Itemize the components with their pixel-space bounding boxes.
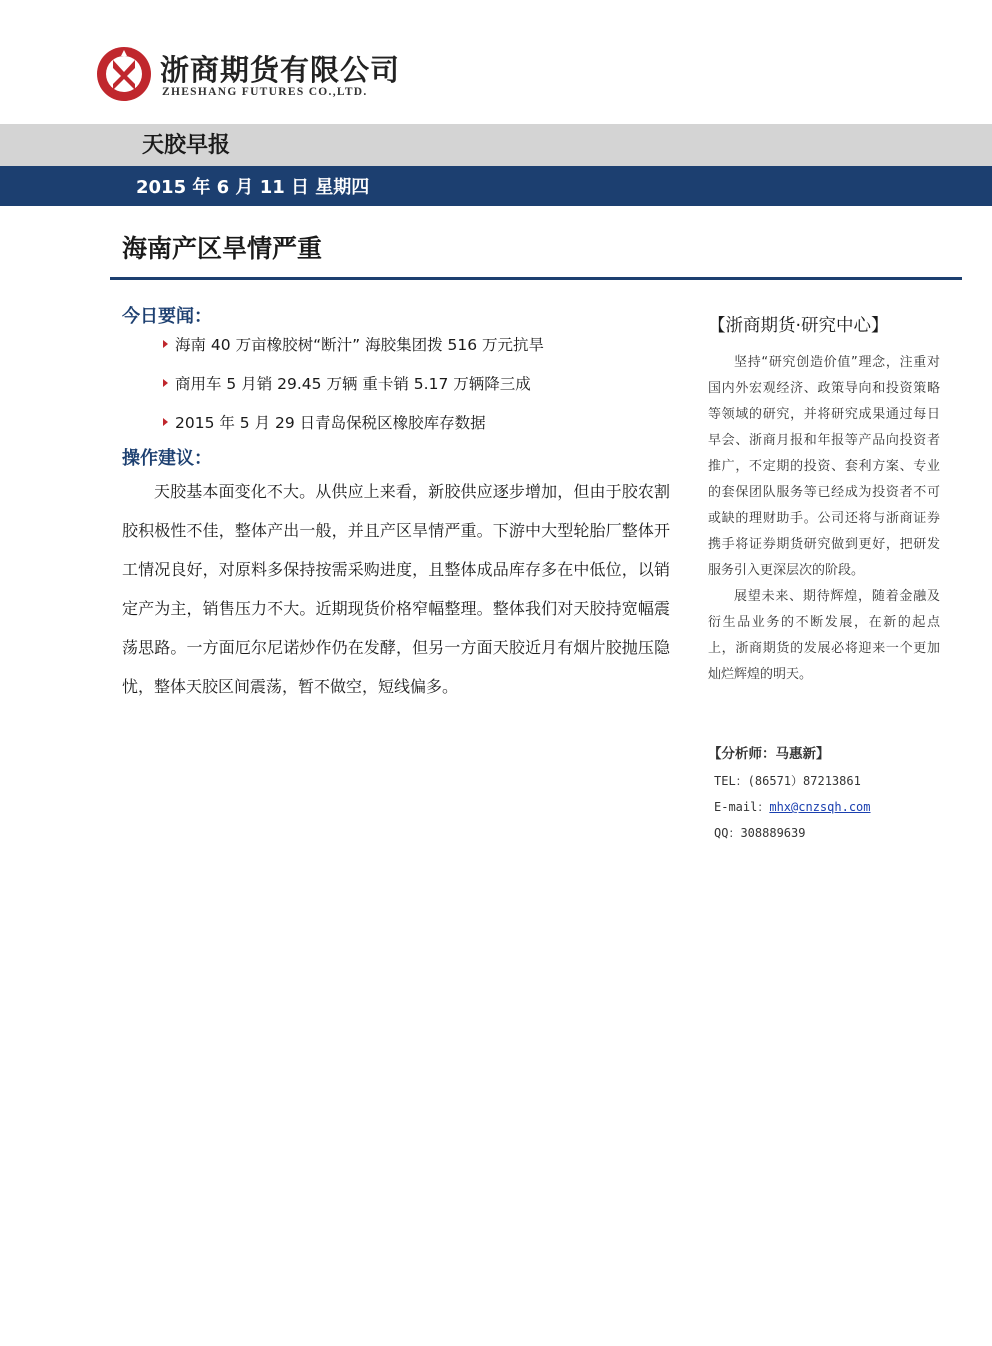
triangle-bullet-icon bbox=[163, 340, 168, 348]
today-news-heading: 今日要闻： bbox=[122, 306, 212, 327]
headline-divider bbox=[110, 277, 962, 280]
email-link[interactable]: mhx@cnzsqh.com bbox=[769, 800, 871, 814]
email-label: E-mail： bbox=[714, 800, 770, 814]
news-list bbox=[163, 334, 544, 451]
company-logo bbox=[96, 46, 401, 106]
news-item bbox=[163, 373, 544, 412]
news-item-text: 2015 年 5 月 29 日青岛保税区橡胶库存数据 bbox=[175, 414, 486, 432]
news-item-text: 商用车 5 月销 29.45 万辆 重卡销 5.17 万辆降三成 bbox=[175, 375, 531, 393]
news-item bbox=[163, 412, 544, 451]
triangle-bullet-icon bbox=[163, 379, 168, 387]
headline: 海南产区旱情严重 bbox=[122, 234, 323, 263]
analyst-contact bbox=[708, 742, 948, 846]
company-name-en: ZHESHANG FUTURES CO.,LTD. bbox=[162, 86, 368, 98]
advice-heading: 操作建议： bbox=[122, 448, 212, 469]
advice-body: 天胶基本面变化不大。从供应上来看，新胶供应逐步增加，但由于胶农割胶积极性不佳，整体产出一般，并且产区旱情严重。下游中大型轮胎厂整体开工情况良好，对原料多保持按需采购进度，且整体成品库存多在中低位，以销定产为主，销售压力不大。近期现货价格窄幅整理。整体我们对天胶持宽幅震荡思路。一方面厄尔尼诺炒作仍在发酵，但另一方面天胶近月有烟片胶抛压隐忧，整体天胶区间震荡，暂不做空，短线偏多。 bbox=[122, 482, 670, 696]
analyst-email-row bbox=[708, 794, 948, 820]
report-date: 2015 年 6 月 11 日 星期四 bbox=[136, 177, 370, 198]
zheshang-logo-icon bbox=[96, 46, 152, 102]
analyst-qq: QQ：308889639 bbox=[714, 826, 806, 840]
news-item-text: 海南 40 万亩橡胶树“断汁” 海胶集团拨 516 万元抗旱 bbox=[175, 336, 545, 354]
analyst-tel: TEL：(86571）87213861 bbox=[714, 774, 861, 788]
company-name-cn: 浙商期货有限公司 bbox=[160, 53, 401, 87]
sidebar-title: 【浙商期货·研究中心】 bbox=[708, 316, 889, 336]
sidebar-paragraph: 坚持“研究创造价值”理念，注重对国内外宏观经济、政策导向和投资策略等领域的研究，并将研究成果通过每日早会、浙商月报和年报等产品向投资者推广，不定期的投资、套利方案、专业的套保团队服务等已经成为投资者不可或缺的理财助手。公司还将与浙商证券携手将证券期货研究做到更好，把研发服务引入更深层次的阶段。 bbox=[708, 355, 940, 578]
research-center-sidebar bbox=[708, 310, 940, 688]
report-title: 天胶早报 bbox=[142, 133, 231, 158]
news-item bbox=[163, 334, 544, 373]
sidebar-paragraph: 展望未来、期待辉煌，随着金融及衍生品业务的不断发展，在新的起点上，浙商期货的发展必将迎来一个更加灿烂辉煌的明天。 bbox=[708, 589, 940, 682]
analyst-name: 【分析师：马惠新】 bbox=[708, 746, 830, 762]
triangle-bullet-icon bbox=[163, 418, 168, 426]
